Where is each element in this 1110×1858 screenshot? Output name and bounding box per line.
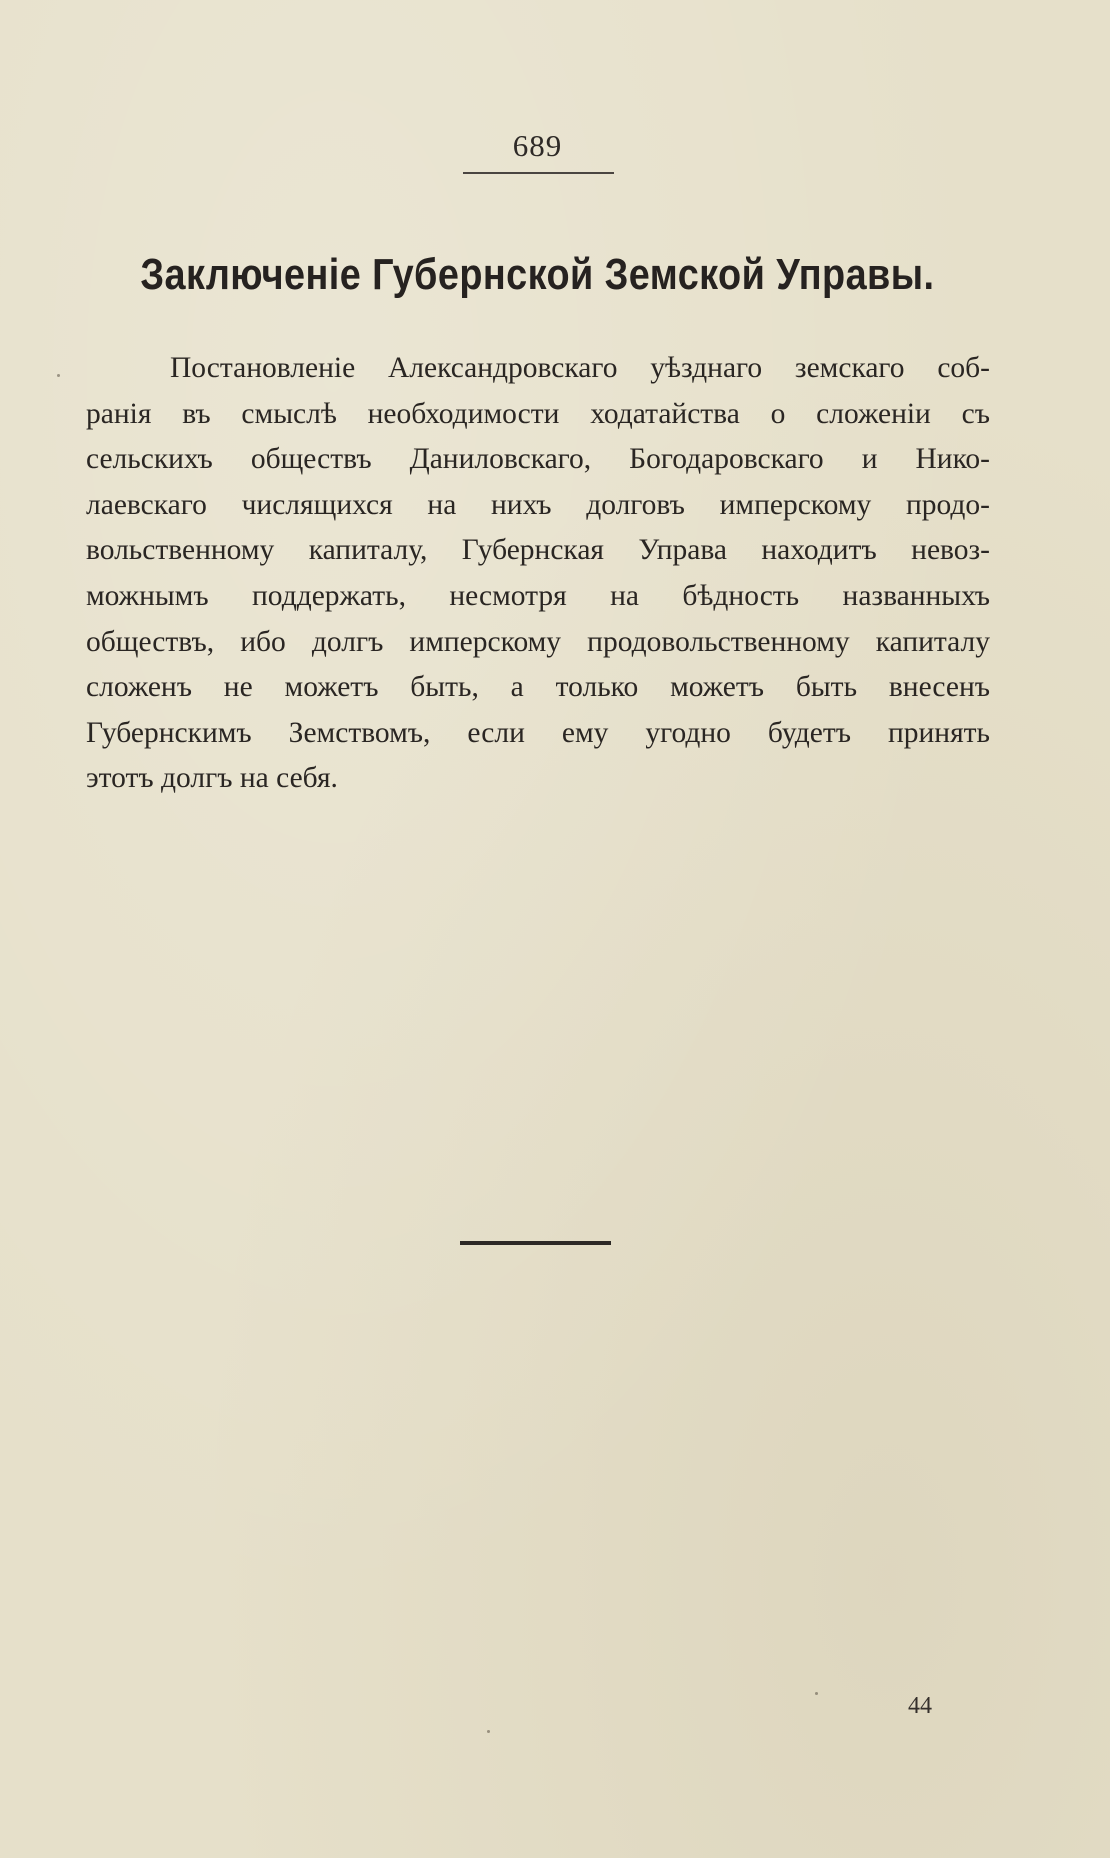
paragraph-line: вольственному капиталу, Губернская Управа находитъ невоз- <box>86 534 990 567</box>
paragraph-line: ранія въ смыслѣ необходимости ходатайства о сложеніи съ <box>86 397 990 430</box>
paragraph-line: Губернскимъ Земствомъ, если ему угодно будетъ принять <box>86 716 990 749</box>
paragraph-line: можнымъ поддержать, несмотря на бѣдность названныхъ <box>86 579 990 612</box>
paragraph-line: лаевскаго числящихся на нихъ долговъ имперскому продо- <box>86 488 990 521</box>
body-paragraph <box>86 346 990 802</box>
end-rule <box>460 1241 611 1245</box>
paragraph-line: сложенъ не можетъ быть, а только можетъ быть внесенъ <box>86 671 990 704</box>
paragraph-line: обществъ, ибо долгъ имперскому продовольственному капиталу <box>86 625 990 658</box>
paper-speck <box>815 1692 818 1695</box>
paragraph-line: этотъ долгъ на себя. <box>86 762 338 795</box>
paragraph-line: Постановленіе Александровскаго уѣзднаго земскаго соб- <box>170 352 990 384</box>
signature-mark: 44 <box>908 1693 932 1719</box>
page-number: 689 <box>512 128 563 163</box>
section-title: Заключеніе Губернской Земской Управы. <box>140 250 935 299</box>
paragraph-line: сельскихъ обществъ Даниловскаго, Богодаровскаго и Нико- <box>86 443 990 476</box>
paper-speck <box>487 1730 490 1733</box>
paper-speck <box>57 374 60 377</box>
page-number-rule <box>463 172 614 174</box>
